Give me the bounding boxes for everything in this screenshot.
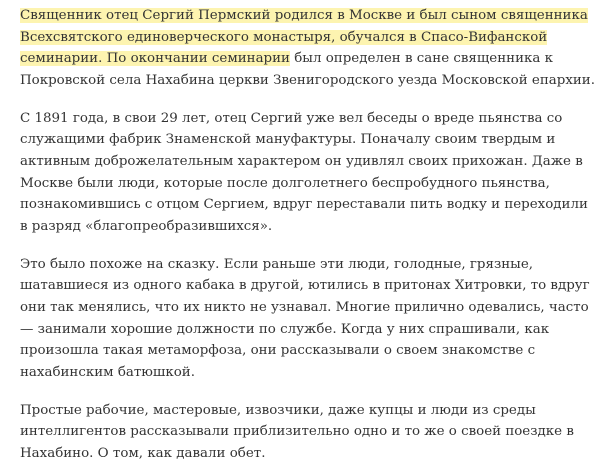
paragraph-3: Это было похоже на сказку. Если раньше эти люди, голодные, грязные, шатавшиеся из одного кабака в другой, ютились в притонах Хитровки, то вдруг они так менялись, что их никто не узнавал. Многие прилично одевались, часто — занимали хорошие должности по службе. Когда у них спрашивали, как произошла такая метаморфоза, они рассказывали о своем знакомстве с нахабинским батюшкой. xyxy=(20,256,590,380)
highlighted-text[interactable]: Священник отец Сергий Пермский родился в Москве и был сыном священника Всехсвятского единоверческого монастыря, обучался в Спасо-Вифанской семинарии. По окончании семинарии xyxy=(20,8,588,67)
paragraph-1-text: был определен в сане священника к Покровской села Нахабина церкви Звенигородского уезда Московской епархии. xyxy=(20,51,595,88)
paragraph-1 xyxy=(20,5,595,91)
paragraph-2: С 1891 года, в свои 29 лет, отец Сергий уже вел беседы о вреде пьянства со служащими фабрик Знаменской мануфактуры. Поначалу своим твердым и активным доброжелательным характером он удивлял своих прихожан. Даже в Москве были люди, которые после долголетнего беспробудного пьянства, познакомившись с отцом Сергием, вдруг переставали пить водку и переходили в разряд «благопреобразившихся». xyxy=(20,110,588,234)
article-body xyxy=(20,5,595,464)
paragraph-4: Простые рабочие, мастеровые, извозчики, даже купцы и люди из среды интеллигентов рассказывали приблизительно одно и то же о своей поездке в Нахабино. О том, как давали обет. xyxy=(20,402,574,461)
